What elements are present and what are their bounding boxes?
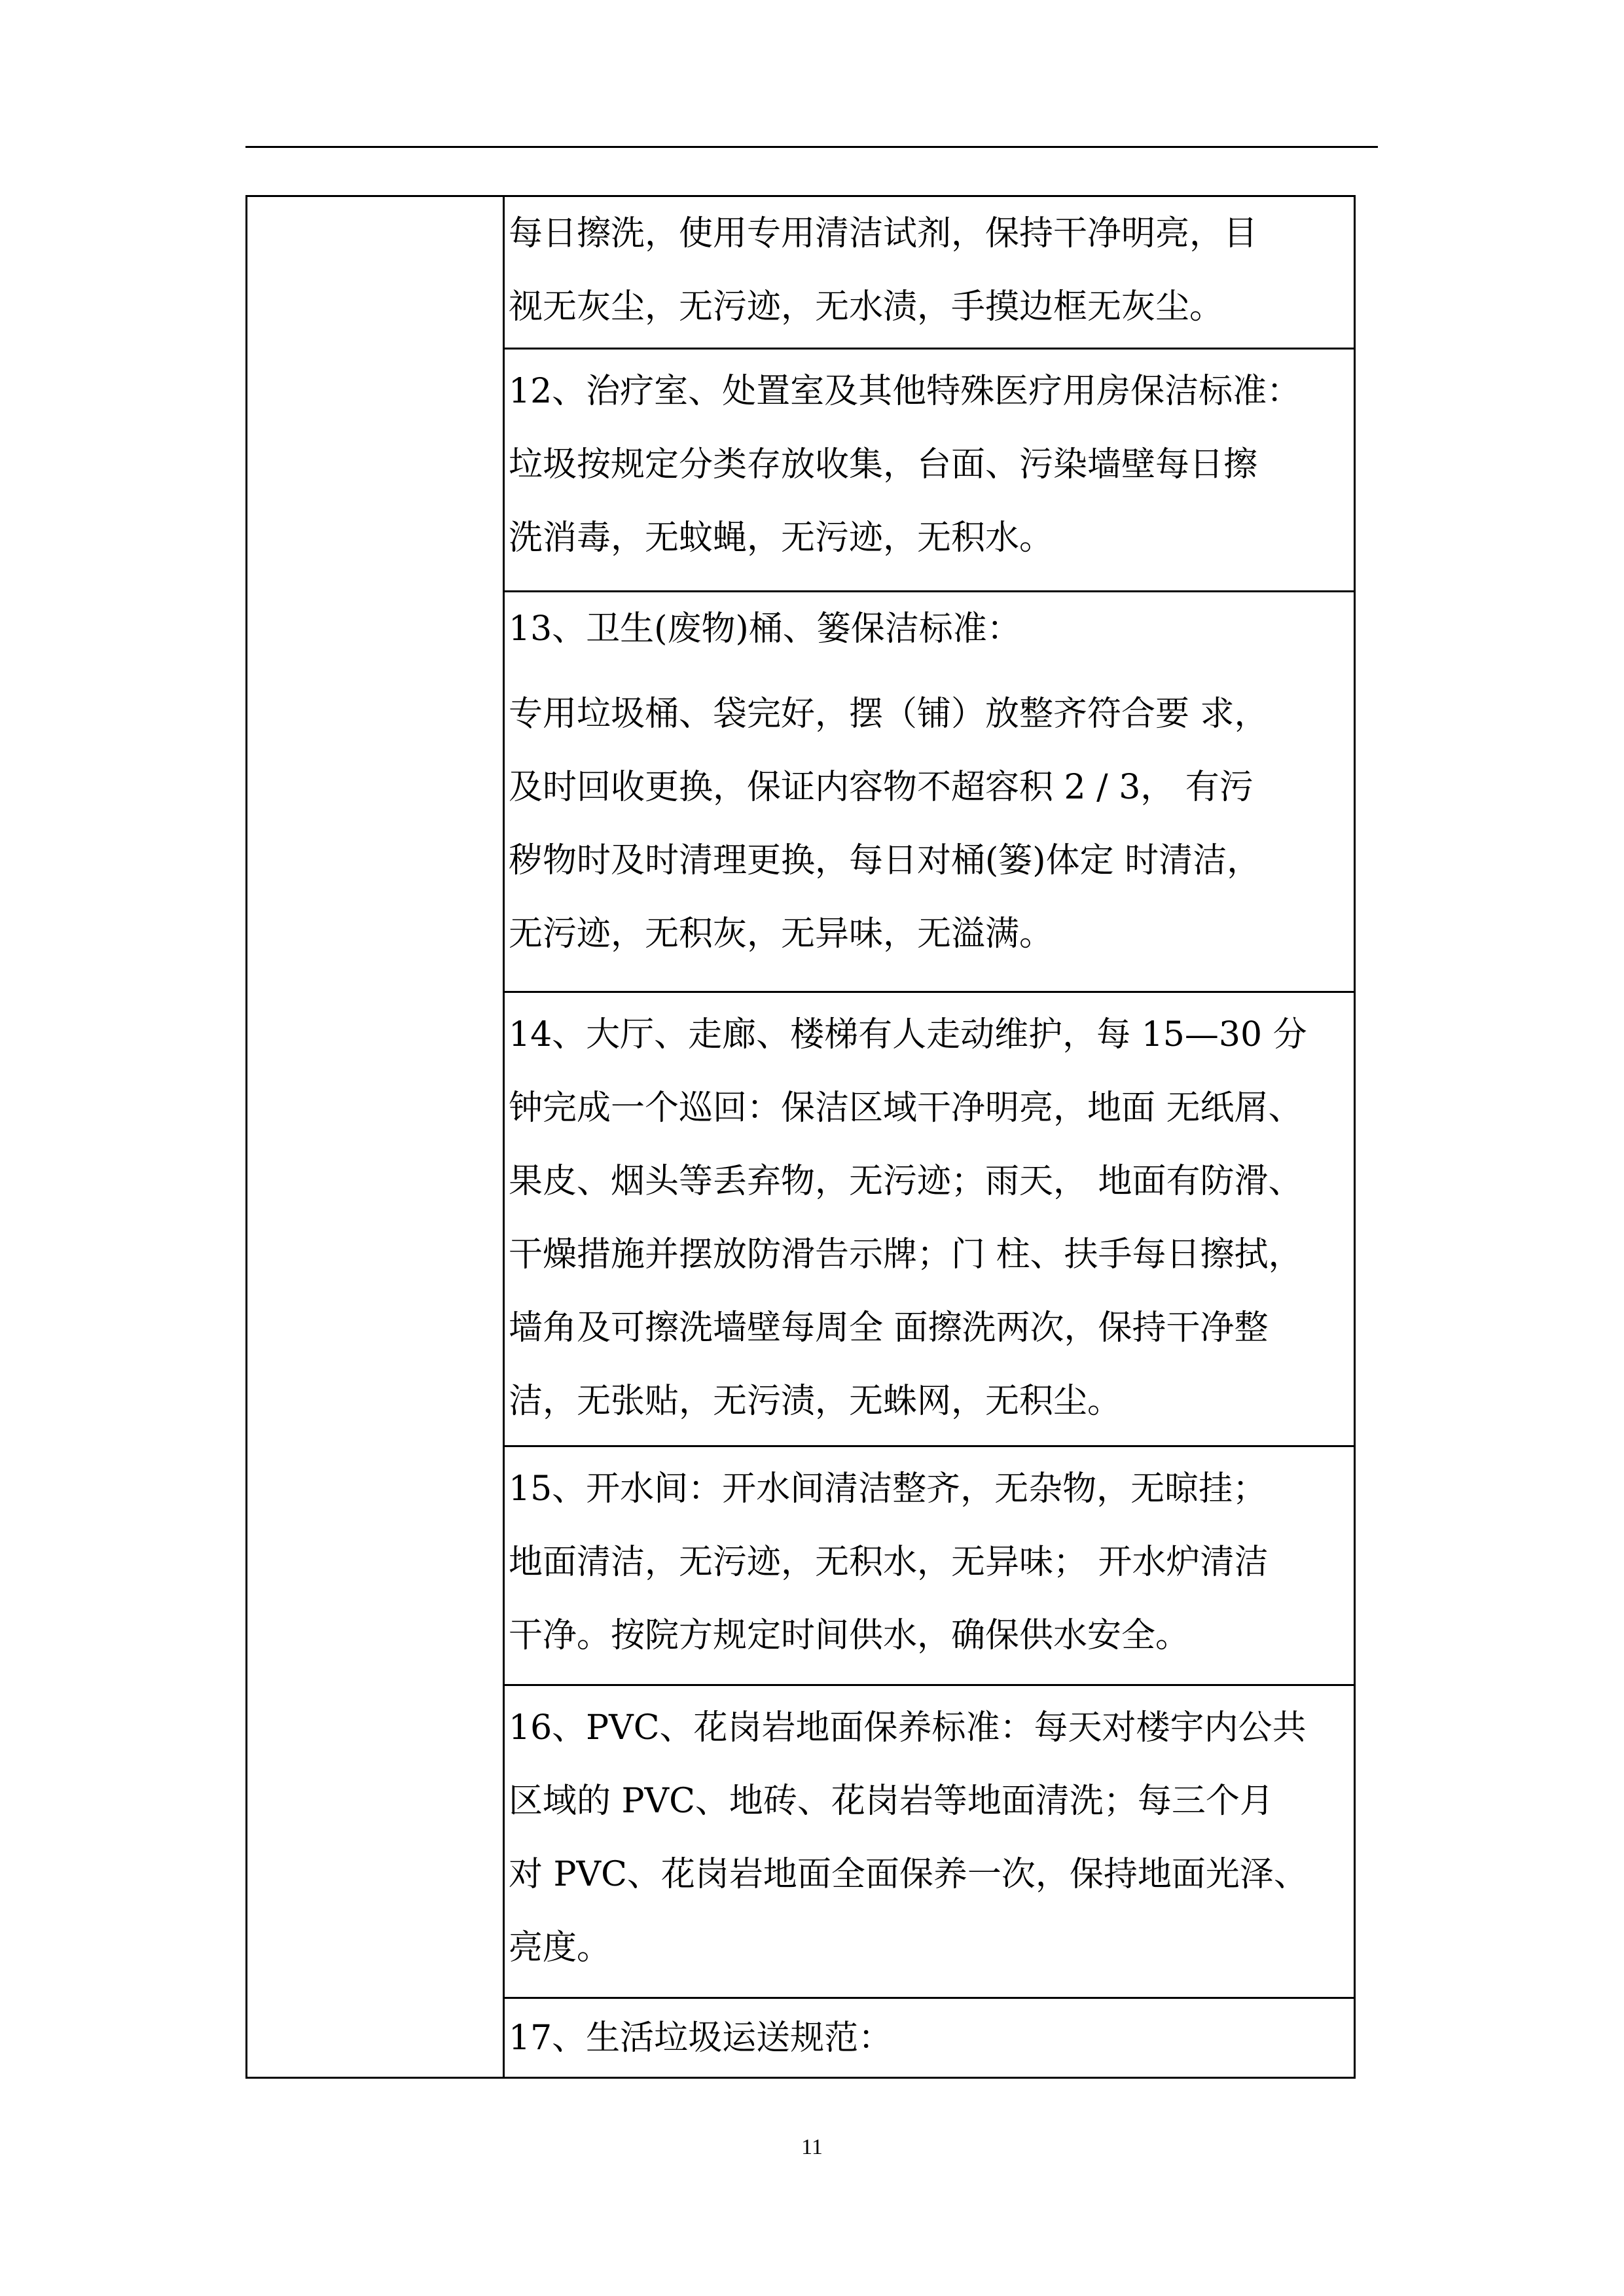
standards-table <box>245 195 1356 2079</box>
row-line: 果皮、烟头等丢弃物，无污迹；雨天， 地面有防滑、 <box>509 1162 1303 1201</box>
page-number: 11 <box>801 2135 823 2159</box>
row-line: 亮度。 <box>509 1928 611 1967</box>
row-line: 墙角及可擦洗墙壁每周全 面擦洗两次，保持干净整 <box>509 1308 1269 1348</box>
table-row-waste-bins <box>505 592 1354 993</box>
row-line: 对 PVC、花岗岩地面全面保养一次，保持地面光泽、 <box>509 1855 1308 1894</box>
row-line: 13、卫生(废物)桶、篓保洁标准： <box>509 609 1021 649</box>
row-line: 洁，无张贴，无污渍，无蛛网，无积尘。 <box>509 1382 1122 1421</box>
table-row-treatment-room <box>505 350 1354 592</box>
row-line: 视无灰尘，无污迹，无水渍，手摸边框无灰尘。 <box>509 287 1224 327</box>
row-line: 干净。按院方规定时间供水，确保供水安全。 <box>509 1616 1190 1655</box>
row-line: 地面清洁，无污迹，无积水，无异味； 开水炉清洁 <box>509 1543 1269 1582</box>
row-line: 洗消毒，无蚊蝇，无污迹，无积水。 <box>509 518 1054 558</box>
row-line: 干燥措施并摆放防滑告示牌；门 柱、扶手每日擦拭， <box>509 1235 1303 1274</box>
row-line: 秽物时及时清理更换，每日对桶(篓)体定 时清洁， <box>509 841 1261 880</box>
table-right-column <box>505 197 1354 2077</box>
row-line: 12、治疗室、处置室及其他特殊医疗用房保洁标准： <box>509 372 1301 411</box>
row-line: 15、开水间：开水间清洁整齐，无杂物，无晾挂； <box>509 1469 1267 1509</box>
row-line: 每日擦洗，使用专用清洁试剂，保持干净明亮，目 <box>509 214 1258 253</box>
row-line: 17、生活垃圾运送规范： <box>509 2018 893 2058</box>
table-row-cleaning-glass <box>505 197 1354 350</box>
row-line: 钟完成一个巡回：保洁区域干净明亮，地面 无纸屑、 <box>509 1088 1303 1128</box>
table-row-floor-maintenance <box>505 1686 1354 1999</box>
table-row-garbage-transport <box>505 1999 1354 2077</box>
header-rule <box>245 146 1378 148</box>
table-row-hall-maintenance <box>505 993 1354 1447</box>
row-line: 专用垃圾桶、袋完好，摆（铺）放整齐符合要 求， <box>509 694 1269 734</box>
row-line: 16、PVC、花岗岩地面保养标准：每天对楼宇内公共 <box>509 1708 1307 1748</box>
row-line: 无污迹，无积灰，无异味，无溢满。 <box>509 914 1054 954</box>
row-line: 及时回收更换，保证内容物不超容积 2 / 3， 有污 <box>509 768 1254 807</box>
table-row-water-room <box>505 1447 1354 1686</box>
row-line: 14、大厅、走廊、楼梯有人走动维护，每 15—30 分 <box>509 1015 1307 1054</box>
row-line: 区域的 PVC、地砖、花岗岩等地面清洗；每三个月 <box>509 1782 1274 1821</box>
table-left-column <box>247 197 505 2077</box>
row-line: 垃圾按规定分类存放收集，台面、污染墙壁每日擦 <box>509 445 1258 484</box>
